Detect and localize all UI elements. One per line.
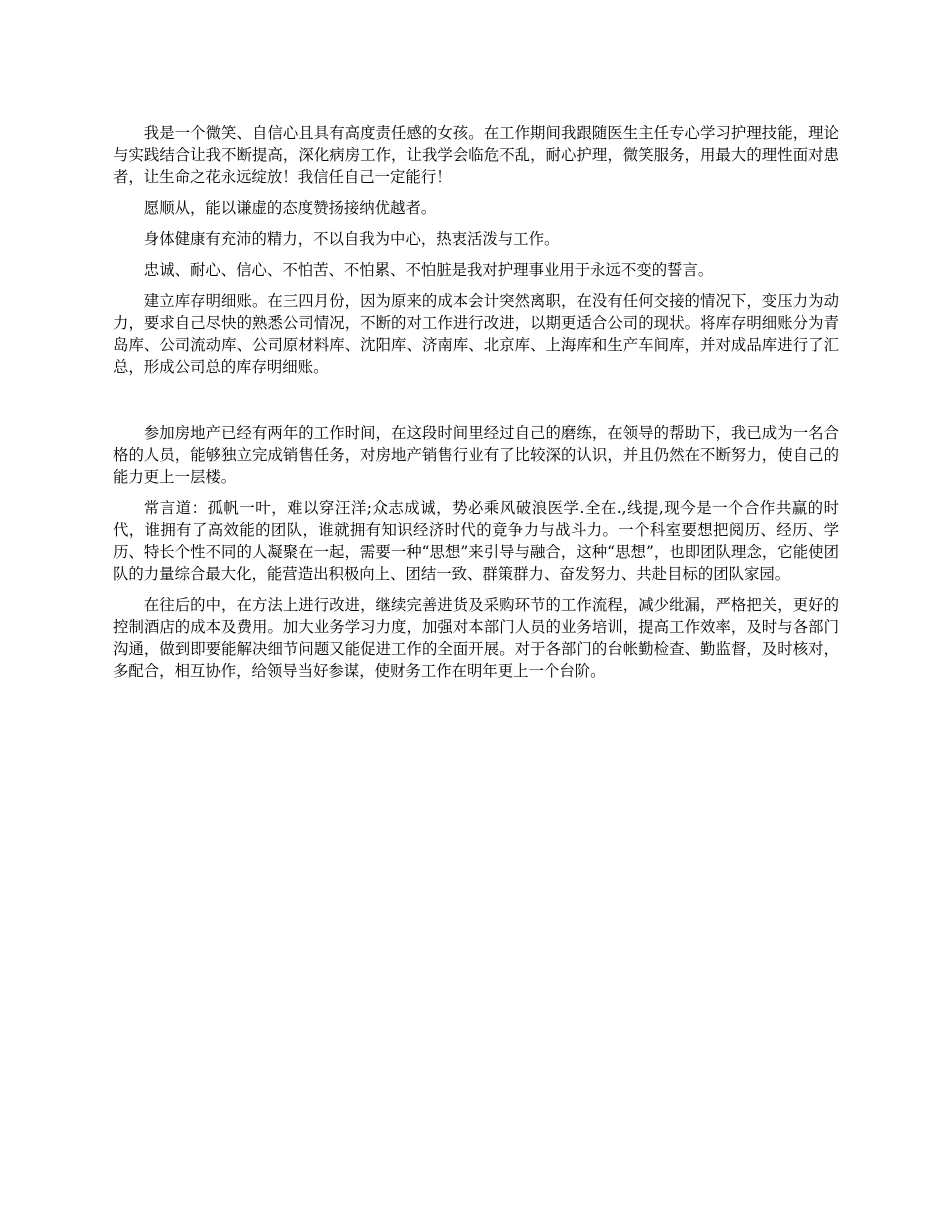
paragraph: 忠诚、耐心、信心、不怕苦、不怕累、不怕脏是我对护理事业用于永远不变的誓言。: [143, 261, 714, 279]
document-body: [113, 122, 839, 691]
paragraph: 常言道：孤帆一叶，难以穿汪洋;众志成诚，势必乘风破浪医学.全在.,线提,现今是一个合作共赢的时代，谁拥有了高效能的团队，谁就拥有知识经济时代的竟争力与战斗力。一个科室要想把阅历、经历、学历、特长个性不同的人凝聚在一起，需要一种“思想”来引导与融合，这种“思想”，也即团队理念，它能使团队的力量综合最大化，能营造出积极向上、团结一致、群策群力、奋发努力、共赴目标的团队家园。: [113, 499, 839, 583]
paragraph: 在往后的中，在方法上进行改进，继续完善进货及采购环节的工作流程，减少纰漏，严格把关，更好的控制酒店的成本及费用。加大业务学习力度，加强对本部门人员的业务培训，提高工作效率，及时与各部门沟通，做到即要能解决细节问题又能促进工作的全面开展。对于各部门的台帐勤检查、勤监督，及时核对，多配合，相互协作，给领导当好参谋，使财务工作在明年更上一个台阶。: [113, 596, 839, 680]
paragraph: 愿顺从，能以谦虚的态度赞扬接纳优越者。: [143, 199, 437, 217]
paragraph: 参加房地产已经有两年的工作时间，在这段时间里经过自己的磨练，在领导的帮助下，我已成为一名合格的人员，能够独立完成销售任务，对房地产销售行业有了比较深的认识，并且仍然在不断努力，使自己的能力更上一层楼。: [113, 424, 839, 486]
paragraph: 身体健康有充沛的精力，不以自我为中心，热衷活泼与工作。: [143, 230, 560, 248]
paragraph: 建立库存明细账。在三四月份，因为原来的成本会计突然离职，在没有任何交接的情况下，变压力为动力，要求自己尽快的熟悉公司情况，不断的对工作进行改进，以期更适合公司的现状。将库存明细账分为青岛库、公司流动库、公司原材料库、沈阳库、济南库、北京库、上海库和生产车间库，并对成品库进行了汇总，形成公司总的库存明细账。: [113, 292, 839, 376]
paragraph: 我是一个微笑、自信心且具有高度责任感的女孩。在工作期间我跟随医生主任专心学习护理技能，理论与实践结合让我不断提高，深化病房工作，让我学会临危不乱，耐心护理，微笑服务，用最大的理性面对患者，让生命之花永远绽放！我信任自己一定能行！: [113, 124, 839, 186]
section-1: [113, 122, 839, 378]
section-spacer: [113, 387, 839, 422]
section-2: [113, 422, 839, 682]
